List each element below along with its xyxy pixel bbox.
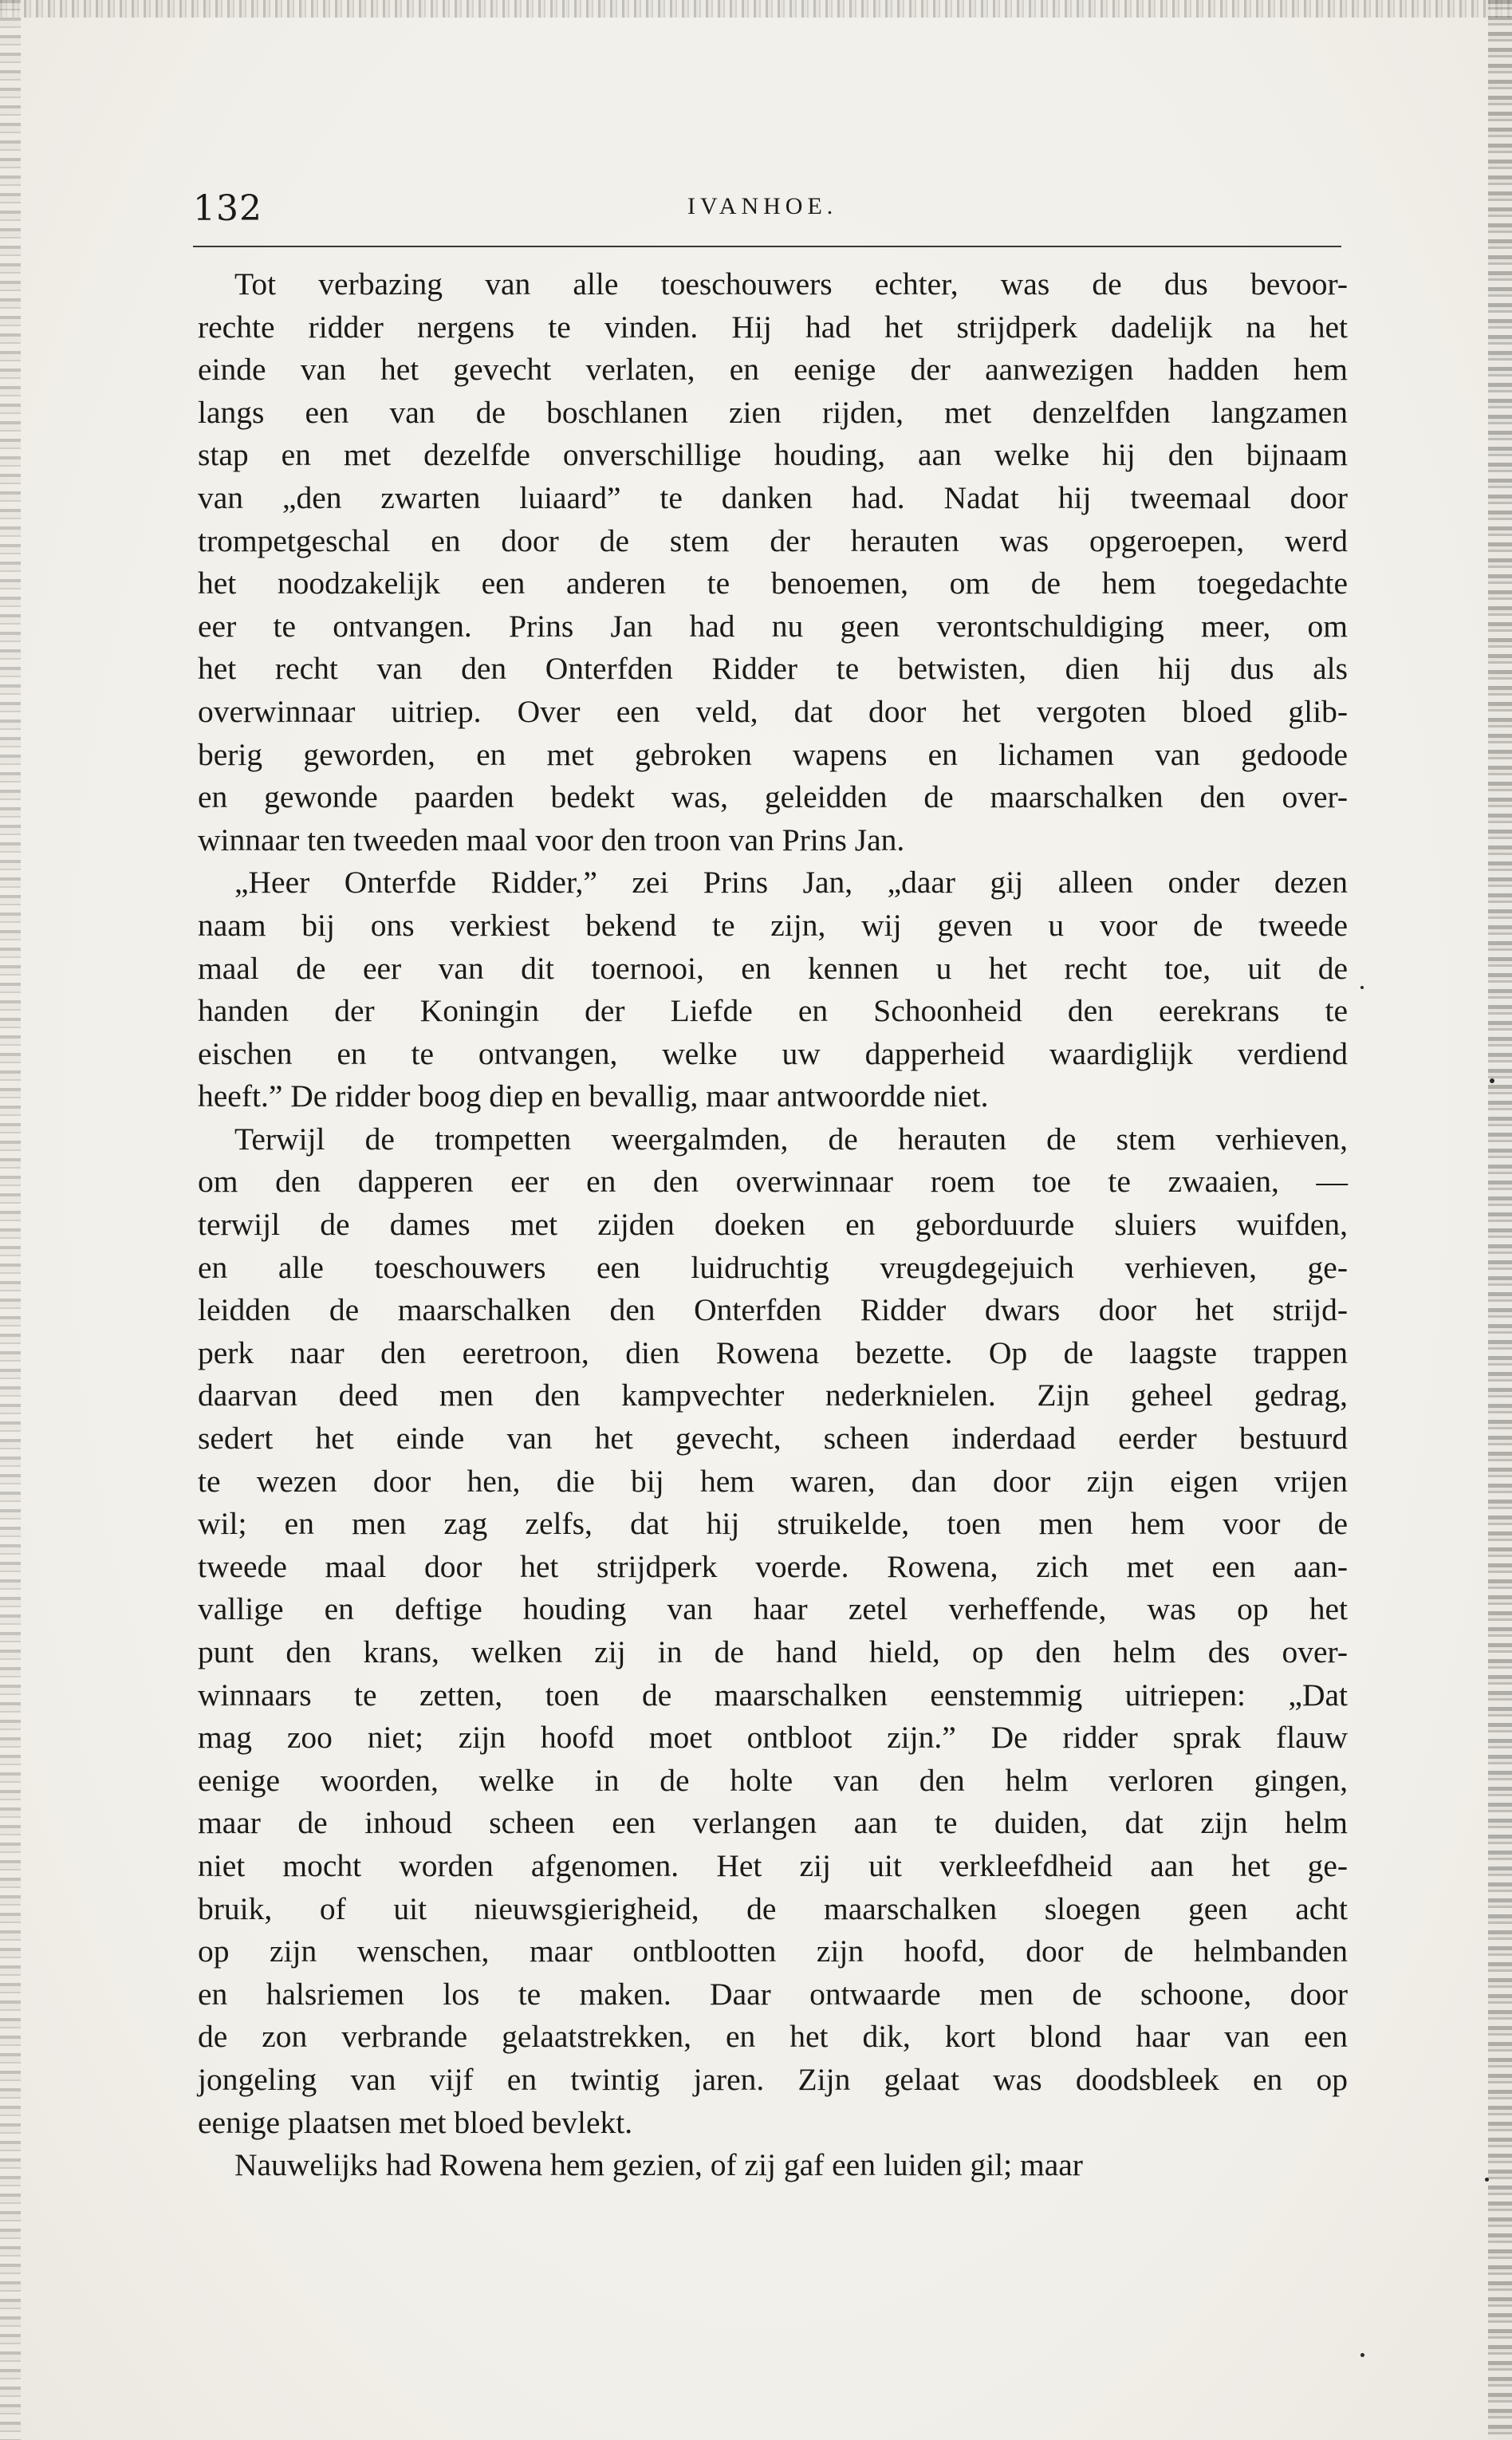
scan-speck — [1360, 986, 1364, 989]
text-line: het recht van den Onterfden Ridder te betwisten, dien hij dus als — [198, 651, 1348, 687]
text-line: en halsriemen los te maken. Daar ontwaarde men de schoone, door — [198, 1976, 1348, 2012]
text-line: het noodzakelijk een anderen te benoemen, om de hem toegedachte — [198, 566, 1348, 601]
text-line: maar de inhoud scheen een verlangen aan te duiden, dat zijn helm — [198, 1805, 1348, 1841]
paragraph — [198, 2144, 1348, 2187]
paragraph — [198, 861, 1348, 1118]
text-line: leidden de maarschalken den Onterfden Ridder dwars door het strijd- — [198, 1292, 1348, 1328]
page-header — [193, 188, 1341, 239]
text-line: perk naar den eeretroon, dien Rowena bezette. Op de laagste trappen — [198, 1334, 1348, 1370]
text-line: te wezen door hen, die bij hem waren, dan door zijn eigen vrijen — [198, 1463, 1348, 1499]
text-line: Terwijl de trompetten weergalmden, de herauten de stem verhieven, — [234, 1121, 1348, 1157]
text-line: eenige woorden, welke in de holte van den helm verloren gingen, — [198, 1762, 1348, 1798]
text-line: en alle toeschouwers een luidruchtig vreugdegejuich verhieven, ge- — [198, 1249, 1348, 1285]
scan-edge-right — [1488, 0, 1512, 2440]
text-line: eischen en te ontvangen, welke uw dapperheid waardiglijk verdiend — [198, 1035, 1348, 1071]
text-line: winnaars te zetten, toen de maarschalken eenstemmig uitriepen: „Dat — [198, 1677, 1348, 1713]
text-line: handen der Koningin der Liefde en Schoonheid den eerekrans te — [198, 993, 1348, 1029]
text-line: trompetgeschal en door de stem der herauten was opgeroepen, werd — [198, 522, 1348, 558]
text-line: berig geworden, en met gebroken wapens en lichamen van gedoode — [198, 736, 1348, 772]
text-line: maal de eer van dit toernooi, en kennen u het recht toe, uit de — [198, 950, 1348, 986]
text-line: naam bij ons verkiest bekend te zijn, wij geven u voor de tweede — [198, 907, 1348, 943]
scan-edge-left — [0, 0, 21, 2440]
text-line: van „den zwarten luiaard” te danken had. Nadat hij tweemaal door — [198, 479, 1348, 515]
text-line: overwinnaar uitriep. Over een veld, dat door het vergoten bloed glib- — [198, 693, 1348, 729]
text-line: langs een van de boschlanen zien rijden, met denzelfden langzamen — [198, 394, 1348, 430]
text-line: tweede maal door het strijdperk voerde. Rowena, zich met een aan- — [198, 1548, 1348, 1584]
scan-speck — [1360, 2353, 1364, 2357]
scan-edge-top — [0, 0, 1512, 18]
text-line: de zon verbrande gelaatstrekken, en het dik, kort blond haar van een — [198, 2019, 1348, 2055]
text-line: punt den krans, welken zij in de hand hield, op den helm des over- — [198, 1634, 1348, 1669]
text-line: stap en met dezelfde onverschillige houding, aan welke hij den bijnaam — [198, 437, 1348, 473]
text-line: eenige plaatsen met bloed bevlekt. — [198, 2104, 633, 2140]
text-line: bruik, of uit nieuwsgierigheid, de maarschalken sloegen geen acht — [198, 1890, 1348, 1926]
text-line: daarvan deed men den kampvechter nederknielen. Zijn geheel gedrag, — [198, 1378, 1348, 1413]
text-line: eer te ontvangen. Prins Jan had nu geen verontschuldiging meer, om — [198, 608, 1348, 644]
header-rule — [193, 246, 1341, 247]
text-line: niet mocht worden afgenomen. Het zij uit verkleefdheid aan het ge- — [198, 1847, 1348, 1883]
scan-speck — [1490, 1078, 1494, 1083]
text-line: einde van het gevecht verlaten, en eenige der aanwezigen hadden hem — [198, 352, 1348, 388]
text-line: „Heer Onterfde Ridder,” zei Prins Jan, „daar gij alleen onder dezen — [234, 865, 1348, 901]
text-line: rechte ridder nergens te vinden. Hij had het strijdperk dadelijk na het — [198, 309, 1348, 345]
text-line: vallige en deftige houding van haar zetel verheffende, was op het — [198, 1591, 1348, 1627]
paragraph — [198, 263, 1348, 861]
text-line: en gewonde paarden bedekt was, geleidden de maarschalken den over- — [198, 779, 1348, 815]
text-line: mag zoo niet; zijn hoofd moet ontbloot zijn.” De ridder sprak flauw — [198, 1720, 1348, 1756]
running-title: IVANHOE. — [687, 193, 838, 219]
text-line: om den dapperen eer en den overwinnaar roem toe te zwaaien, — — [198, 1164, 1348, 1200]
text-line: terwijl de dames met zijden doeken en geborduurde sluiers wuifden, — [198, 1207, 1348, 1243]
page-number: 132 — [193, 188, 262, 229]
text-line: jongeling van vijf en twintig jaren. Zijn gelaat was doodsbleek en op — [198, 2061, 1348, 2097]
text-line: op zijn wenschen, maar ontblootten zijn hoofd, door de helmbanden — [198, 1933, 1348, 1969]
text-line: sedert het einde van het gevecht, scheen inderdaad eerder bestuurd — [198, 1421, 1348, 1457]
text-line: Nauwelijks had Rowena hem gezien, of zij gaf een luiden gil; maar — [234, 2147, 1083, 2183]
scan-speck — [1485, 2178, 1489, 2182]
text-line: winnaar ten tweeden maal voor den troon van Prins Jan. — [198, 822, 905, 857]
text-line: Tot verbazing van alle toeschouwers echter, was de dus bevoor- — [234, 266, 1348, 302]
paragraph — [198, 1118, 1348, 2144]
text-line: wil; en men zag zelfs, dat hij struikelde, toen men hem voor de — [198, 1506, 1348, 1542]
text-line: heeft.” De ridder boog diep en bevallig, maar antwoordde niet. — [198, 1078, 989, 1114]
body-text — [198, 263, 1348, 2187]
